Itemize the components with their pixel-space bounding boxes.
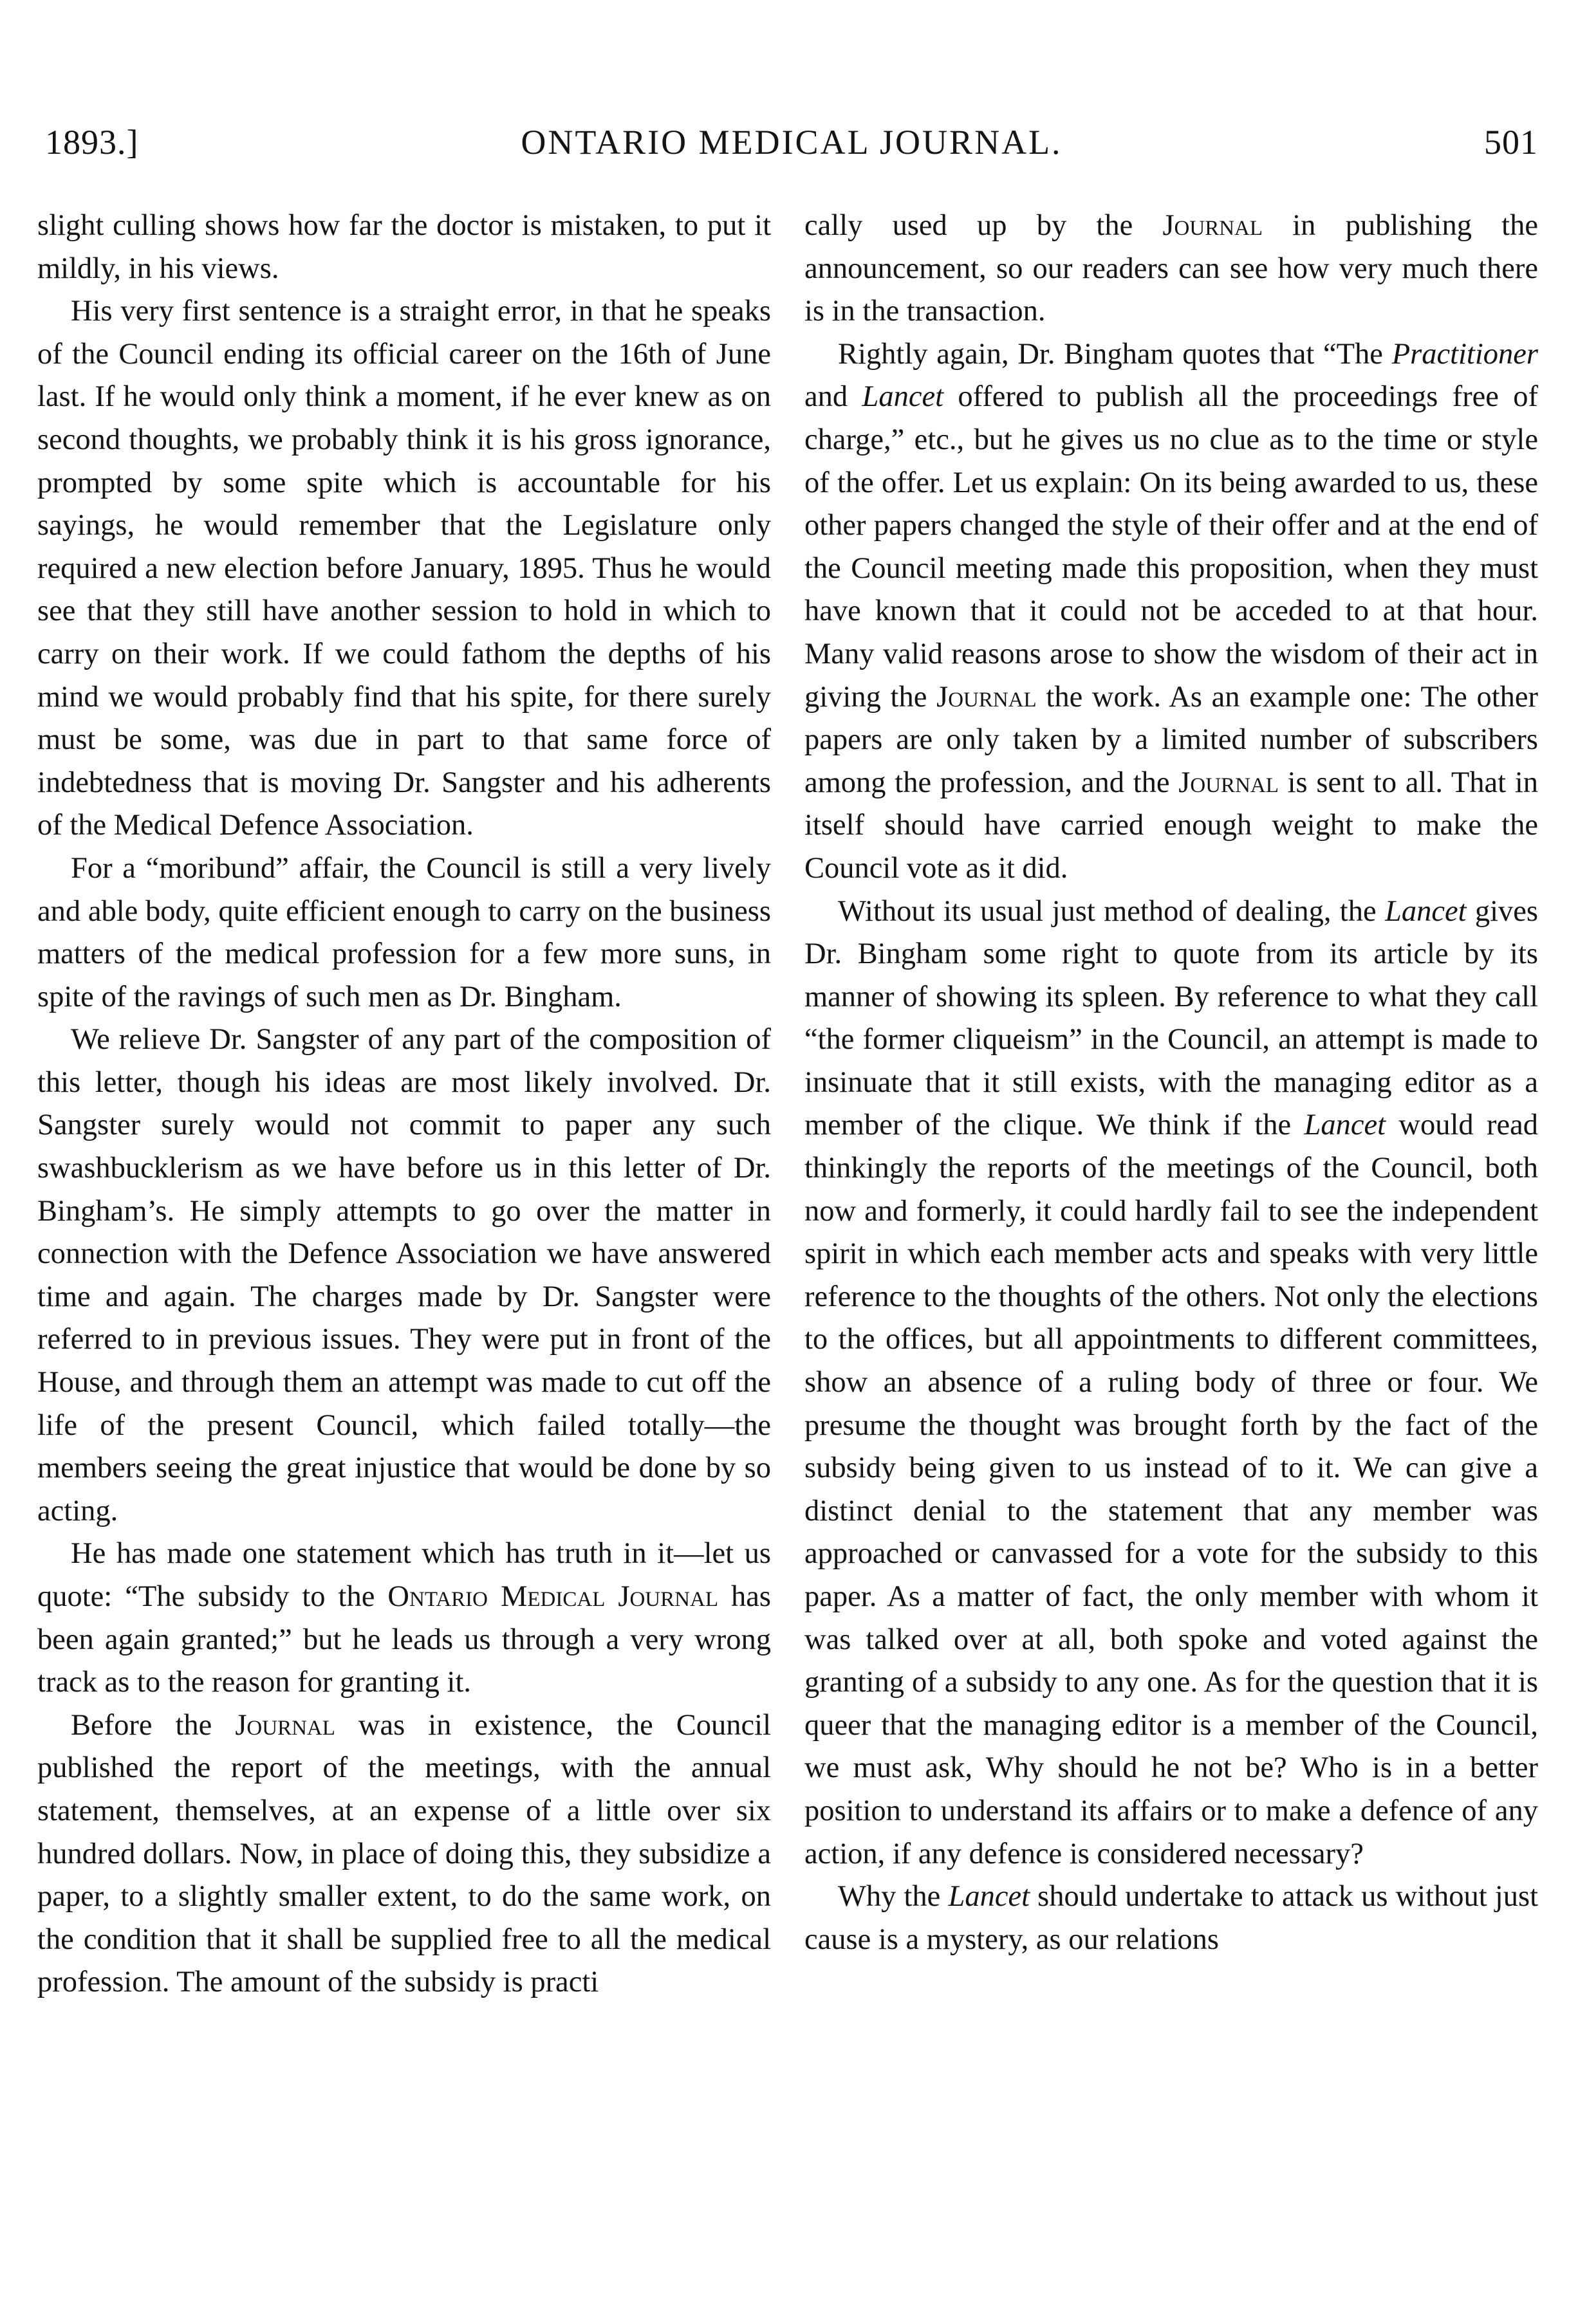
text-run: Before the [71, 1708, 236, 1742]
paragraph-before-journal [37, 1704, 771, 2004]
running-header [45, 122, 1538, 174]
text-run: Rightly again, Dr. Bingham quotes that “The [838, 337, 1392, 371]
paragraph-continued [804, 205, 1538, 333]
journal-title: ONTARIO MEDICAL JOURNAL. [521, 123, 1063, 161]
text-run: the work. As an example one: The other papers are only taken by a limited number of subscribers among the profession, and the [804, 680, 1538, 799]
publication-name-italic: Practitioner [1391, 337, 1538, 371]
publication-name-italic: Lancet [1384, 894, 1467, 928]
text-run: Why the [838, 1880, 949, 1914]
paragraph-why-the-lancet [804, 1876, 1538, 1961]
paragraph-sangster-relief: We relieve Dr. Sangster of any part of the composition of this letter, though his ideas are most likely involved. Dr. Sangster surely would not commit to paper any such swashbucklerism as we have before us in this letter of Dr. Bingham’s. He simply attempts to go over the matter in connection with the Defence Association we have answered time and again. The charges made by Dr. Sangster were referred to in previous issues. They were put in front of the House, and through them an attempt was made to cut off the life of the present Council, which failed totally—the members seeing the great injustice that would be done by so acting. [37, 1023, 771, 1527]
text-run: in publishing the announcement, so our readers can see how very much there is in the transaction. [804, 209, 1538, 328]
paragraph-rightly-again [804, 333, 1538, 890]
journal-name-smallcaps: Ontario Medical Journal [387, 1580, 718, 1613]
text-run: Without its usual just method of dealing, the [838, 894, 1385, 928]
right-column [804, 205, 1538, 1961]
text-run: should undertake to attack us without just cause is a mystery, as our relations [804, 1880, 1538, 1956]
text-run: gives Dr. Bingham some right to quote from its article by its manner of showing its spleen. By reference to what they call “the former cliqueism” in the Council, an attempt is made to insinuate that it still exists, with the managing editor as a member of the clique. We think if the [804, 894, 1538, 1142]
text-run: and [804, 380, 862, 414]
journal-name-smallcaps: Journal [1178, 766, 1279, 799]
text-run: would read thinkingly the reports of the meetings of the Council, both now and formerly, it could hardly fail to see the independent spirit in which each member acts and speaks with very little reference to the thoughts of the others. Not only the elections to the offices, but all appointments to different committees, show an absence of a ruling body of three or four. We presume the thought was brought forth by the fact of the subsidy being given to us instead of to it. We can give a distinct denial to the statement that any member was approached or canvassed for a vote for the subsidy to this paper. As a matter of fact, the only member with whom it was talked over at all, both spoke and voted against the granting of a subsidy to any one. As for the question that it is queer that the managing editor is a member of the Council, we must ask, Why should he not be? Who is in a better position to understand its affairs or to make a defence of any action, if any defence is considered necessary? [804, 1109, 1538, 1870]
paragraph-first-sentence-error: His very first sentence is a straight error, in that he speaks of the Council ending its official career on the 16th of June last. If he would only think a moment, if he ever knew as on second thoughts, we probably think it is his gross ignorance, prompted by some spite which is accountable for his sayings, he would remember that the Legislature only required a new election before January, 1895. Thus he would see that they still have another session to hold in which to carry on their work. If we could fathom the depths of his mind we would probably find that his spite, for there surely must be some, was due in part to that same force of indebtedness that is moving Dr. Sangster and his adherents of the Medical Defence Association. [37, 295, 771, 842]
publication-name-italic: Lancet [862, 380, 944, 414]
paragraph-moribund: For a “moribund” affair, the Council is still a very lively and able body, quite efficient enough to carry on the business matters of the medical profession for a few more suns, in spite of the ravings of such men as Dr. Bingham. [37, 851, 771, 1013]
text-run: cally used up by the [804, 209, 1163, 242]
left-column [37, 205, 771, 2004]
paragraph-continued: slight culling shows how far the doctor is mistaken, to put it mildly, in his views. [37, 209, 771, 285]
publication-name-italic: Lancet [1304, 1109, 1386, 1142]
text-run: has been again granted;” but he leads us through a very wrong track as to the reason for granting it. [37, 1580, 771, 1699]
text-run: offered to publish all the proceedings free of charge,” etc., but he gives us no clue as to the time or style of the offer. Let us explain: On its being awarded to us, these other papers changed the style of their offer and at the end of the Council meeting made this proposition, when they must have known that it could not be acceded to at that hour. Many valid reasons arose to show the wisdom of their act in giving the [804, 380, 1539, 714]
paragraph-subsidy-quote [37, 1533, 771, 1704]
header-year: 1893.] [45, 123, 139, 161]
text-run: was in existence, the Council published the report of the meetings, with the annual statement, themselves, at an expense of a little over six hundred dollars. Now, in place of doing this, they subsidize a paper, to a slightly smaller extent, to do the same work, on the condition that it shall be supplied free to all the medical profession. The amount of the subsidy is practi [37, 1708, 772, 1999]
text-run: He has made one statement which has truth in it—let us quote: “The subsidy to the [37, 1537, 771, 1613]
paragraph-without-usual-method [804, 890, 1538, 1876]
text-run: is sent to all. That in itself should have carried enough weight to make the Council vote as it did. [804, 766, 1538, 885]
publication-name-italic: Lancet [948, 1880, 1030, 1914]
page-number: 501 [1484, 123, 1538, 161]
journal-name-smallcaps: Journal [1162, 209, 1263, 242]
journal-name-smallcaps: Journal [235, 1708, 335, 1742]
journal-name-smallcaps: Journal [936, 680, 1037, 714]
